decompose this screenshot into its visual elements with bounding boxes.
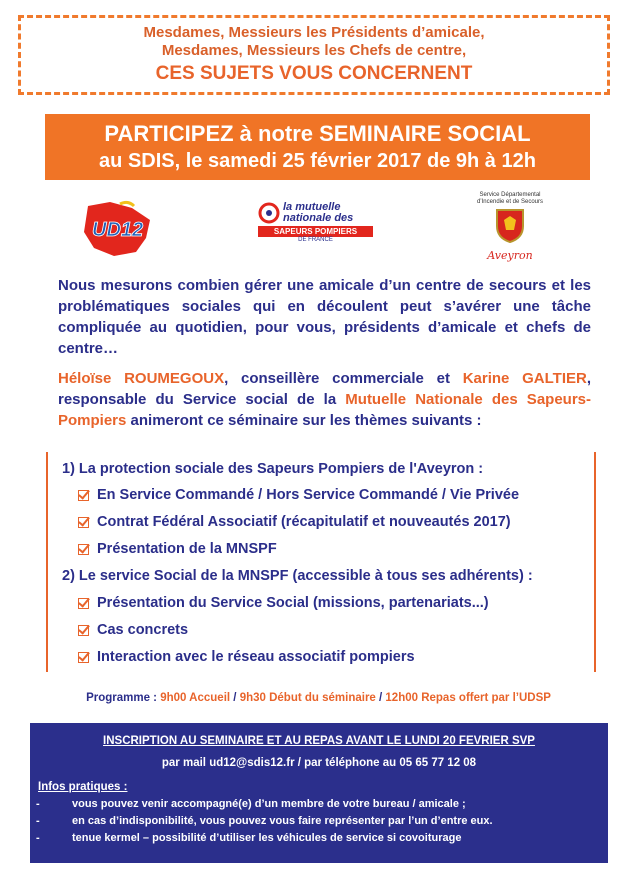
sdis-line-2: d’Incendie et de Secours [476,199,544,205]
practical-item-text: en cas d’indisponibilité, vous pouvez vous faire représenter par l’un d’entre eux. [72,815,493,827]
themes-box [46,452,596,672]
practical-item-text: tenue kermel – possibilité d’utiliser les véhicules de service si covoiturage [72,832,462,844]
checkbox-icon [78,652,89,663]
theme-1-item-label: En Service Commandé / Hors Service Commandé / Vie Privée [97,487,520,503]
presenter-name-1: Héloïse ROUMEGOUX [58,370,225,387]
mnspf-emblem-icon [258,202,280,224]
checkbox-icon [78,598,89,609]
theme-1-heading: 1) La protection sociale des Sapeurs Pompiers de l'Aveyron : [62,461,484,477]
seminar-banner [45,114,590,180]
header-dashed-box [18,15,610,95]
theme-1-item [78,538,277,560]
presenter-text-1: , conseillère commerciale et [224,370,463,387]
programme-item-2: 9h30 Début du séminaire [239,692,376,704]
practical-list [30,796,608,847]
theme-2-heading: 2) Le service Social de la MNSPF (accessible à tous ses adhérents) : [62,568,533,584]
banner-subtitle: au SDIS, le samedi 25 février 2017 de 9h à 12h [99,150,536,172]
theme-1-item-label: Présentation de la MNSPF [97,541,277,557]
theme-1-item [78,511,511,533]
checkbox-icon [78,490,89,501]
programme-label: Programme : [86,692,161,704]
theme-1-item-label: Contrat Fédéral Associatif (récapitulatif et nouveautés 2017) [97,514,511,530]
sdis-line-1: Service Départemental [479,192,541,198]
logos-row [0,190,637,270]
mnspf-line-4: DE FRANCE [298,237,333,243]
mnspf-line-2: nationale des [283,212,354,224]
theme-1-item [78,484,519,506]
programme-sep: / [375,692,386,704]
ud12-text: UD12 [92,219,144,241]
theme-2-item [78,646,415,668]
presenters-paragraph [58,368,591,431]
programme-item-1: 9h00 Accueil [160,692,231,704]
sdis-logo [470,192,550,272]
practical-item [30,830,608,847]
theme-2-item [78,592,489,614]
theme-2-item-label: Interaction avec le réseau associatif pompiers [97,649,415,665]
inscription-contact: par mail ud12@sdis12.fr / par téléphone au 05 65 77 12 08 [161,757,477,769]
practical-item [30,796,608,813]
presenter-text-2: , responsable du Service social de la [58,370,592,408]
theme-2-item [78,619,188,641]
header-line-1: Mesdames, Messieurs les Présidents d’amicale, [143,24,485,41]
sdis-line-3: Aveyron [487,249,533,262]
inscription-box [30,723,608,863]
programme-line [0,692,637,704]
mnspf-logo [258,202,373,252]
presenter-name-2: Karine GALTIER [462,370,587,387]
inscription-title: INSCRIPTION AU SEMINAIRE ET AU REPAS AVANT LE LUNDI 20 FEVRIER SVP [103,735,535,747]
mnspf-line-1: la mutuelle [283,201,341,213]
programme-item-3: 12h00 Repas offert par l’UDSP [385,692,551,704]
sdis-crest-icon [493,206,527,244]
practical-item [30,813,608,830]
theme-2-item-label: Cas concrets [97,622,189,638]
header-line-3: CES SUJETS VOUS CONCERNENT [155,63,473,84]
presenter-org: Mutuelle Nationale des Sapeurs-Pompiers [58,391,591,429]
ud12-logo [80,198,155,258]
practical-title: Infos pratiques : [38,781,128,793]
mnspf-line-3: SAPEURS POMPIERS [258,226,373,237]
checkbox-icon [78,625,89,636]
intro-paragraph: Nous mesurons combien gérer une amicale d’un centre de secours et les problématiques sociales qui en découlent peut s’avérer une tâche compliquée au quotidien, pour vous, présidents d’amicale et chefs de centre… [58,277,591,357]
programme-sep: / [230,692,240,704]
theme-2-item-label: Présentation du Service Social (missions, partenariats...) [97,595,489,611]
presenter-text-3: animeront ce séminaire sur les thèmes suivants : [126,412,482,429]
checkbox-icon [78,517,89,528]
practical-item-text: vous pouvez venir accompagné(e) d’un membre de votre bureau / amicale ; [72,798,466,810]
header-line-2: Mesdames, Messieurs les Chefs de centre, [161,42,467,59]
banner-title: PARTICIPEZ à notre SEMINAIRE SOCIAL [104,121,531,146]
checkbox-icon [78,544,89,555]
